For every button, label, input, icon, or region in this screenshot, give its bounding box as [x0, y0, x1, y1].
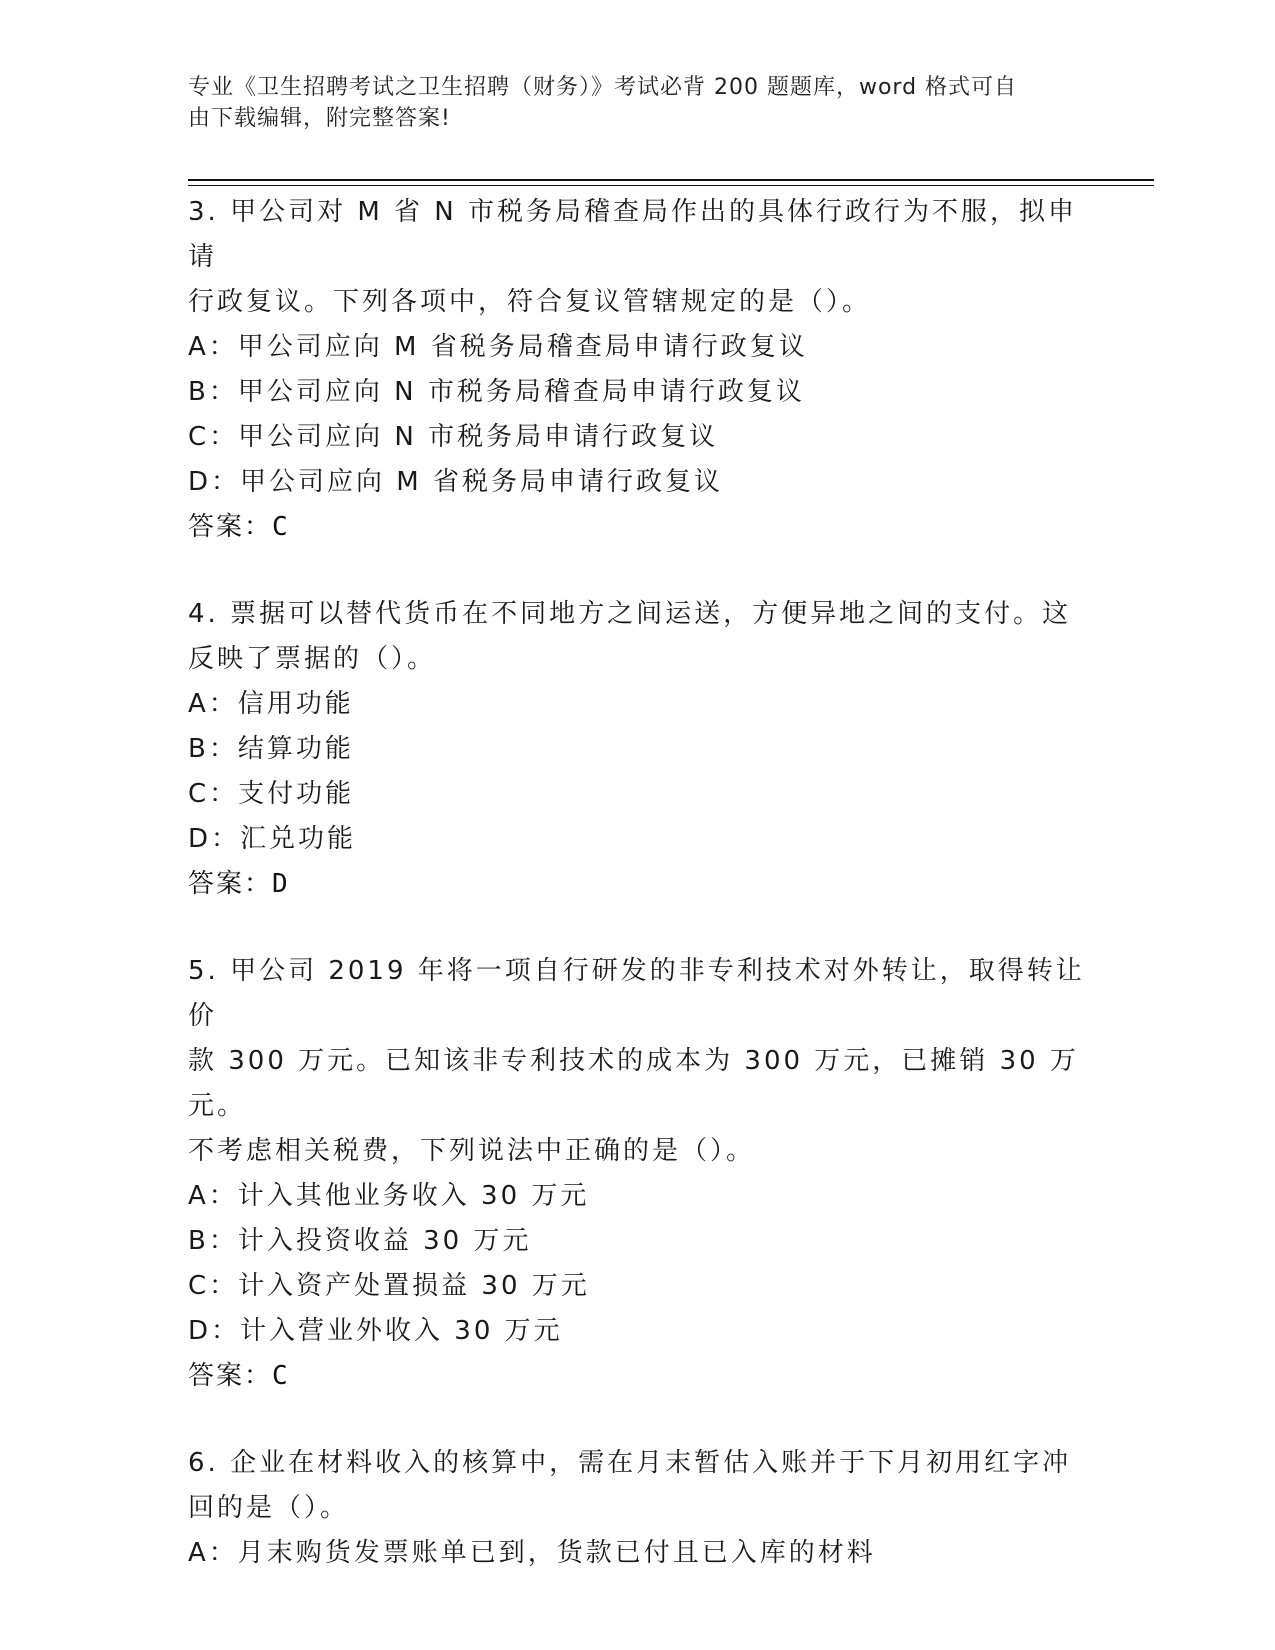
- option-b: B：结算功能: [188, 734, 354, 764]
- option-a: A：计入其他业务收入 30 万元: [188, 1181, 590, 1211]
- question-stem-line: 反映了票据的（）。: [188, 644, 437, 674]
- header-divider-thin: [188, 185, 1154, 186]
- answer: [188, 1354, 1088, 1399]
- option-a: A：月末购货发票账单已到，货款已付且已入库的材料: [188, 1538, 876, 1568]
- question-stem-line: 4. 票据可以替代货币在不同地方之间运送，方便异地之间的支付。这: [188, 599, 1072, 629]
- answer-value: D: [272, 869, 288, 899]
- header-divider-thick: [188, 179, 1154, 181]
- option-c: C：计入资产处置损益 30 万元: [188, 1271, 590, 1301]
- document-header: [188, 72, 1068, 134]
- answer-value: C: [272, 512, 288, 542]
- answer-value: C: [272, 1361, 288, 1391]
- option-c: C：支付功能: [188, 779, 355, 809]
- option-c: C：甲公司应向 N 市税务局申请行政复议: [188, 422, 719, 452]
- option-b: B：计入投资收益 30 万元: [188, 1226, 532, 1256]
- option-a: A：甲公司应向 M 省税务局稽查局申请行政复议: [188, 332, 808, 362]
- question-stem-line: 5. 甲公司 2019 年将一项自行研发的非专利技术对外转让，取得转让价: [188, 956, 1085, 1031]
- question-stem-line: 3. 甲公司对 M 省 N 市税务局稽查局作出的具体行政行为不服，拟申请: [188, 197, 1078, 272]
- option-d: D：计入营业外收入 30 万元: [188, 1316, 563, 1346]
- question-stem-line: 不考虑相关税费，下列说法中正确的是（）。: [188, 1136, 756, 1166]
- question-4: [188, 592, 1088, 907]
- question-3: [188, 190, 1088, 550]
- question-5: [188, 949, 1088, 1399]
- question-stem-line: 6. 企业在材料收入的核算中，需在月末暂估入账并于下月初用红字冲: [188, 1448, 1072, 1478]
- header-line-2: 由下载编辑，附完整答案!: [188, 106, 451, 131]
- answer: [188, 862, 1088, 907]
- answer-label: 答案：: [188, 512, 273, 542]
- option-d: D：甲公司应向 M 省税务局申请行政复议: [188, 467, 723, 497]
- option-b: B：甲公司应向 N 市税务局稽查局申请行政复议: [188, 377, 805, 407]
- header-line-1: 专业《卫生招聘考试之卫生招聘（财务）》考试必背 200 题题库，word 格式可自: [188, 75, 1018, 100]
- question-6: [188, 1441, 1088, 1576]
- answer-label: 答案：: [188, 1361, 273, 1391]
- answer-label: 答案：: [188, 869, 273, 899]
- question-stem-line: 款 300 万元。已知该非专利技术的成本为 300 万元，已摊销 30 万元。: [188, 1046, 1079, 1121]
- option-a: A：信用功能: [188, 689, 354, 719]
- option-d: D：汇兑功能: [188, 824, 357, 854]
- question-list: [188, 190, 1088, 1618]
- answer: [188, 505, 1088, 550]
- question-stem-line: 行政复议。下列各项中，符合复议管辖规定的是（）。: [188, 287, 872, 317]
- question-stem-line: 回的是（）。: [188, 1493, 350, 1523]
